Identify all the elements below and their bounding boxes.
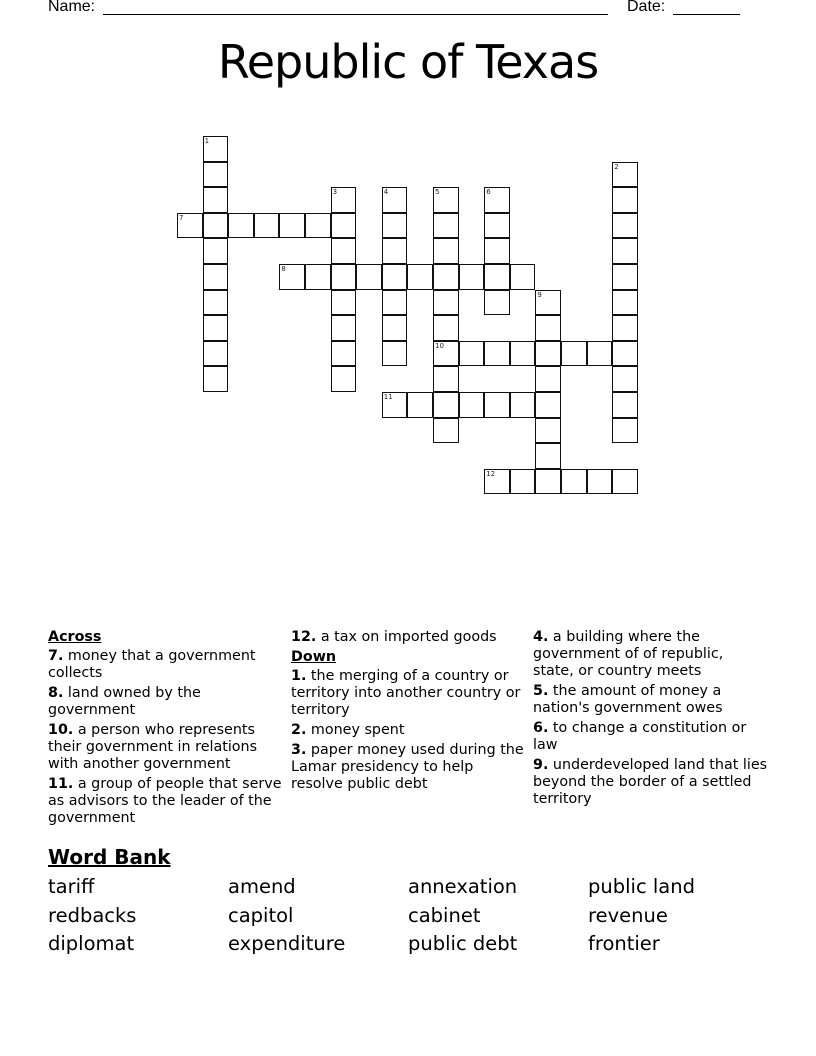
crossword-cell[interactable] [484, 290, 510, 316]
crossword-cell[interactable] [177, 213, 203, 239]
crossword-cell[interactable] [203, 213, 229, 239]
crossword-cell[interactable] [484, 213, 510, 239]
crossword-cell[interactable] [382, 213, 408, 239]
clue-number: 5 [435, 188, 440, 197]
crossword-cell[interactable] [331, 315, 357, 341]
word-bank-title: Word Bank [48, 845, 171, 869]
crossword-cell[interactable] [510, 264, 536, 290]
clue-down-2: 2. money spent [291, 722, 405, 738]
word-bank-item: annexation [408, 875, 518, 898]
crossword-cell[interactable] [407, 264, 433, 290]
word-bank-item: redbacks [48, 903, 137, 927]
clue-down-3: 3. paper money used during the Lamar presidency to help resolve public debt [291, 742, 524, 792]
clue-number: 4 [383, 188, 389, 197]
crossword-cell[interactable] [612, 290, 638, 316]
crossword-cell[interactable] [433, 315, 459, 341]
clue-number: 1 [204, 137, 210, 145]
crossword-cell[interactable] [459, 264, 485, 290]
crossword-cell[interactable] [510, 392, 536, 418]
crossword-cell[interactable] [535, 392, 561, 418]
crossword-cell[interactable] [612, 187, 638, 213]
clues-column-1 [48, 629, 283, 830]
crossword-cell[interactable] [382, 341, 408, 367]
word-bank-item: public land [588, 875, 695, 898]
crossword-cell[interactable] [535, 290, 561, 316]
crossword-cell[interactable] [612, 341, 638, 367]
down-heading: Down [291, 649, 337, 665]
crossword-cell[interactable] [484, 341, 510, 367]
crossword-cell[interactable] [203, 238, 229, 264]
crossword-cell[interactable] [331, 187, 357, 213]
crossword-cell[interactable] [612, 264, 638, 290]
clue-number: 3 [332, 188, 338, 197]
word-bank-item: expenditure [228, 932, 346, 955]
clue-number: 9 [537, 290, 542, 299]
word-bank-item: diplomat [48, 932, 135, 955]
clue-across-8: 8. land owned by the government [48, 685, 201, 718]
crossword-cell[interactable] [535, 469, 561, 495]
crossword-cell[interactable] [612, 213, 638, 239]
crossword-cell[interactable] [535, 341, 561, 367]
crossword-cell[interactable] [356, 264, 382, 290]
crossword-cell[interactable] [612, 238, 638, 264]
clue-down-1: 1. the merging of a country or territory into another country or territory [291, 668, 521, 718]
name-label: Name: [48, 0, 96, 15]
crossword-cell[interactable] [203, 315, 229, 341]
crossword-cell[interactable] [228, 213, 254, 239]
crossword-cell[interactable] [535, 315, 561, 341]
crossword-cell[interactable] [305, 264, 331, 290]
clue-number: 2 [614, 162, 619, 171]
crossword-cell[interactable] [433, 392, 459, 418]
crossword-cell[interactable] [484, 187, 510, 213]
crossword-cell[interactable] [433, 238, 459, 264]
word-bank-item: public debt [408, 932, 518, 955]
crossword-cell[interactable] [510, 469, 536, 495]
crossword-cell[interactable] [459, 341, 485, 367]
crossword-cell[interactable] [612, 162, 638, 188]
crossword-cell[interactable] [382, 264, 408, 290]
crossword-cell[interactable] [433, 213, 459, 239]
crossword-cell[interactable] [612, 315, 638, 341]
crossword-cell[interactable] [331, 264, 357, 290]
crossword-cell[interactable] [382, 315, 408, 341]
clue-number: 10 [435, 341, 444, 350]
clue-across-11: 11. a group of people that serve as advisors to the leader of the government [48, 776, 282, 826]
crossword-cell[interactable] [203, 187, 229, 213]
crossword-cell[interactable] [382, 238, 408, 264]
word-bank-item: revenue [588, 903, 668, 927]
crossword-cell[interactable] [561, 469, 587, 495]
crossword-cell[interactable] [331, 366, 357, 392]
clue-down-6: 6. to change a constitution or law [533, 720, 747, 753]
crossword-cell[interactable] [459, 392, 485, 418]
crossword-cell[interactable] [484, 238, 510, 264]
crossword-cell[interactable] [382, 290, 408, 316]
clue-number: 8 [281, 265, 286, 273]
crossword-cell[interactable] [612, 418, 638, 444]
clue-down-9: 9. underdeveloped land that lies beyond the border of a settled territory [533, 757, 768, 807]
clue-across-10: 10. a person who represents their government in relations with another government [48, 722, 258, 772]
clues-column-2 [291, 629, 526, 796]
crossword-cell[interactable] [305, 213, 331, 239]
word-bank-item: capitol [228, 903, 294, 927]
clue-number: 12 [486, 469, 496, 478]
crossword-cell[interactable] [382, 187, 408, 213]
crossword-cell[interactable] [433, 264, 459, 290]
crossword-cell[interactable] [561, 341, 587, 367]
crossword-cell[interactable] [433, 290, 459, 316]
crossword-cell[interactable] [484, 264, 510, 290]
crossword-cell[interactable] [331, 341, 357, 367]
crossword-cell[interactable] [203, 264, 229, 290]
word-bank [48, 873, 768, 959]
crossword-cell[interactable] [331, 238, 357, 264]
clue-across-12: 12. a tax on imported goods [291, 629, 497, 645]
crossword-cell[interactable] [484, 392, 510, 418]
crossword-cell[interactable] [510, 341, 536, 367]
page-title: Republic of Texas [217, 35, 599, 89]
crossword-cell[interactable] [612, 392, 638, 418]
clue-across-7: 7. money that a government collects [48, 648, 256, 681]
crossword-cell[interactable] [433, 341, 459, 367]
crossword-cell[interactable] [254, 213, 280, 239]
crossword-cell[interactable] [203, 366, 229, 392]
clue-down-4: 4. a building where the government of of republic, state, or country meets [533, 629, 724, 679]
word-bank-item: amend [228, 875, 296, 898]
crossword-cell[interactable] [331, 213, 357, 239]
crossword-cell[interactable] [279, 213, 305, 239]
crossword-cell[interactable] [433, 366, 459, 392]
crossword-cell[interactable] [279, 264, 305, 290]
across-heading: Across [48, 629, 102, 645]
crossword-cell[interactable] [535, 366, 561, 392]
crossword-cell[interactable] [433, 418, 459, 444]
clue-number: 6 [486, 188, 491, 197]
crossword-cell[interactable] [203, 136, 229, 162]
crossword-cell[interactable] [484, 469, 510, 495]
date-label: Date: [627, 0, 666, 15]
crossword-cell[interactable] [203, 341, 229, 367]
word-bank-item: tariff [48, 875, 95, 898]
word-bank-item: cabinet [408, 903, 481, 927]
crossword-cell[interactable] [407, 392, 433, 418]
crossword-cell[interactable] [331, 290, 357, 316]
crossword-cell[interactable] [535, 443, 561, 469]
crossword-cell[interactable] [612, 366, 638, 392]
crossword-cell[interactable] [612, 469, 638, 495]
crossword-cell[interactable] [587, 341, 613, 367]
crossword-cell[interactable] [203, 290, 229, 316]
crossword-cell[interactable] [203, 162, 229, 188]
clues-column-3 [533, 629, 768, 811]
crossword-cell[interactable] [587, 469, 613, 495]
word-bank-item: frontier [588, 932, 660, 955]
crossword-cell[interactable] [433, 187, 459, 213]
crossword-cell[interactable] [382, 392, 408, 418]
clue-down-5: 5. the amount of money a nation's government owes [533, 683, 723, 716]
clue-number: 11 [383, 393, 393, 401]
crossword-cell[interactable] [535, 418, 561, 444]
clue-number: 7 [179, 213, 184, 222]
